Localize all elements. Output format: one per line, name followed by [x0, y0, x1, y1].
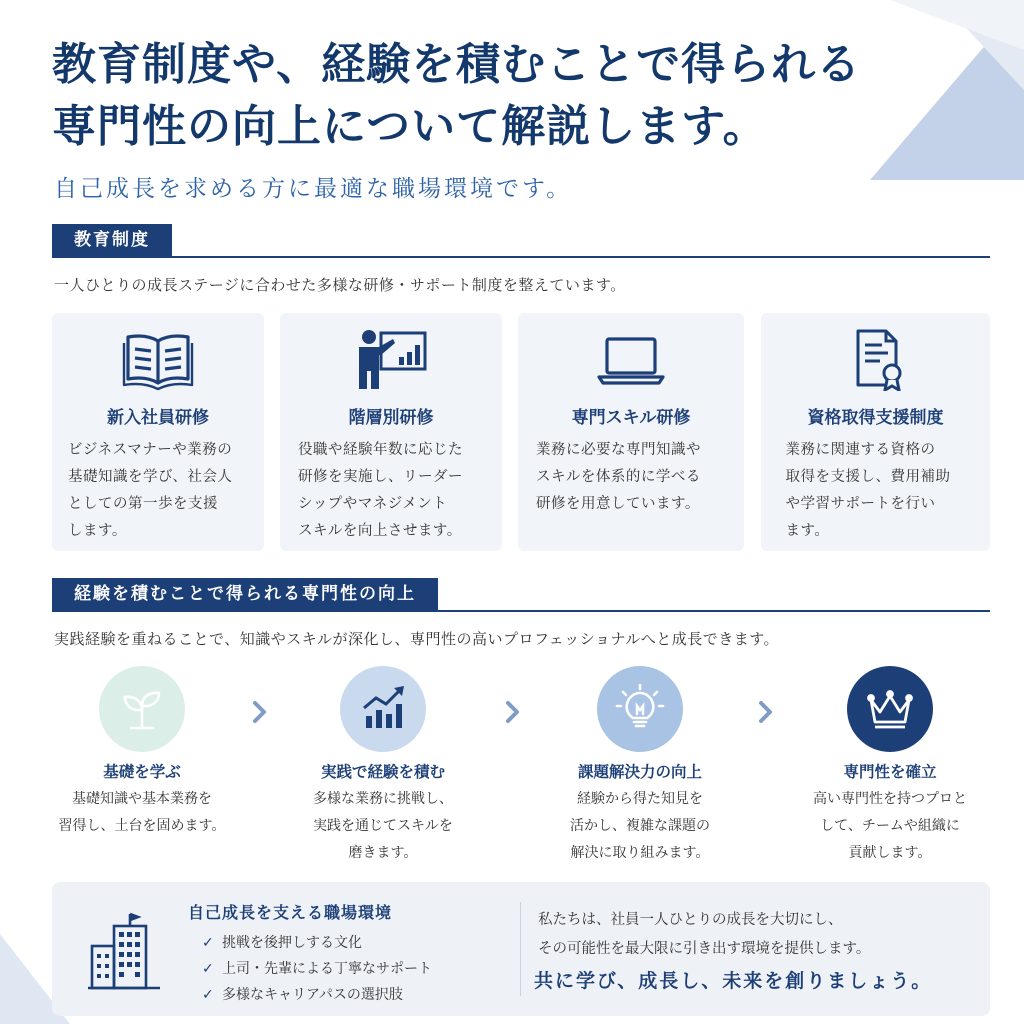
- card-title: 資格取得支援制度: [807, 408, 944, 428]
- lightbulb-icon: [615, 684, 665, 734]
- certificate-icon: [840, 327, 912, 391]
- expertise-section-heading: 経験を積むことで得られる専門性の向上: [52, 578, 438, 610]
- card-text-line: 業務に必要な専門知識や: [536, 442, 701, 458]
- card-tiered-training: [280, 313, 502, 551]
- step-text-line: 実践を通じてスキルを: [313, 818, 453, 834]
- work-environment-list: [202, 930, 432, 1008]
- list-item: [202, 982, 432, 1008]
- step-title: 専門性を確立: [843, 763, 937, 781]
- step-text: [283, 786, 483, 867]
- chevron-right-icon: [756, 697, 776, 727]
- card-text-line: 研修を実施し、リーダー: [298, 469, 463, 485]
- step-text-line: 解決に取り組みます。: [570, 845, 710, 861]
- page-title-line-1: 教育制度や、経験を積むことで得られる: [52, 39, 862, 90]
- checkmark-icon: ✓: [202, 935, 214, 951]
- education-section-heading: 教育制度: [52, 224, 172, 256]
- card-text-line: します。: [68, 523, 127, 539]
- step-text-line: 活かし、複雑な課題の: [570, 818, 710, 834]
- list-item: [202, 956, 432, 982]
- card-text: [536, 437, 726, 518]
- sprout-icon: [117, 684, 167, 734]
- chevron-right-icon: [250, 697, 270, 727]
- card-certification-support: [761, 313, 990, 551]
- step-text: [790, 786, 990, 867]
- card-text: [786, 437, 966, 545]
- company-message: [538, 906, 870, 964]
- step-icon-circle: [847, 666, 933, 752]
- company-message-line: その可能性を最大限に引き出す環境を提供します。: [538, 941, 871, 957]
- step-icon-circle: [597, 666, 683, 752]
- step-text: [42, 786, 242, 840]
- presentation-icon: [355, 327, 427, 391]
- card-text-line: スキルを体系的に学べる: [536, 469, 701, 485]
- education-section-header: [52, 224, 990, 258]
- step-text-line: して、チームや組織に: [820, 818, 960, 834]
- card-text-line: 業務に関連する資格の: [785, 442, 936, 458]
- growth-chart-icon: [358, 684, 408, 734]
- step-icon-circle: [340, 666, 426, 752]
- list-item-label: 上司・先輩による丁寧なサポート: [222, 961, 432, 977]
- card-text: [298, 437, 484, 545]
- slogan: 共に学び、成長し、未来を創りましょう。: [534, 970, 933, 992]
- step-text-line: 磨きます。: [348, 845, 418, 861]
- step-text-line: 経験から得た知見を: [577, 791, 703, 807]
- card-title: 階層別研修: [348, 408, 434, 428]
- page-title-line-2: 専門性の向上について解説します。: [52, 101, 768, 152]
- card-title: 新入社員研修: [107, 408, 209, 428]
- card-text-line: としての第一歩を支援: [68, 496, 218, 512]
- expertise-section-description: 実践経験を重ねることで、知識やスキルが深化し、専門性の高いプロフェッショナルへと成長できます。: [54, 630, 780, 648]
- step-icon-circle: [99, 666, 185, 752]
- company-message-line: 私たちは、社員一人ひとりの成長を大切にし、: [538, 912, 843, 928]
- chevron-right-icon: [503, 697, 523, 727]
- expertise-section-header: [52, 578, 990, 612]
- step-text: [540, 786, 740, 867]
- step-title: 基礎を学ぶ: [103, 763, 181, 781]
- office-building-icon: [88, 912, 160, 992]
- card-text-line: 基礎知識を学び、社会人: [68, 469, 233, 485]
- card-text-line: や学習サポートを行い: [785, 496, 936, 512]
- step-title: 実践で経験を積む: [320, 763, 445, 781]
- step-text-line: 高い専門性を持つプロと: [813, 791, 967, 807]
- page-title: [52, 34, 932, 158]
- step-text-line: 多様な業務に挑戦し、: [313, 791, 453, 807]
- list-item-label: 多様なキャリアパスの選択肢: [222, 987, 403, 1003]
- step-text-line: 貢献します。: [848, 845, 932, 861]
- card-text-line: 役職や経験年数に応じた: [298, 442, 463, 458]
- list-item-label: 挑戦を後押しする文化: [222, 935, 362, 951]
- step-title: 課題解決力の向上: [577, 763, 702, 781]
- crown-icon: [865, 684, 915, 734]
- card-text-line: 研修を用意しています。: [536, 496, 700, 512]
- book-icon: [122, 327, 194, 391]
- work-environment-title: 自己成長を支える職場環境: [188, 903, 393, 922]
- list-item: [202, 930, 432, 956]
- card-new-employee-training: [52, 313, 264, 551]
- card-text-line: スキルを向上させます。: [298, 523, 462, 539]
- card-text-line: 取得を支援し、費用補助: [785, 469, 951, 485]
- card-text-line: シップやマネジメント: [298, 496, 448, 512]
- education-section-description: 一人ひとりの成長ステージに合わせた多様な研修・サポート制度を整えています。: [54, 276, 626, 294]
- panel-divider: [520, 902, 521, 996]
- step-text-line: 習得し、土台を固めます。: [58, 818, 226, 834]
- page-subtitle: 自己成長を求める方に最適な職場環境です。: [54, 176, 573, 202]
- laptop-icon: [595, 327, 667, 391]
- step-text-line: 基礎知識や基本業務を: [72, 791, 212, 807]
- card-text: [68, 437, 248, 545]
- card-text-line: ます。: [785, 523, 830, 539]
- checkmark-icon: ✓: [202, 987, 214, 1003]
- card-specialist-skill-training: [518, 313, 744, 551]
- card-title: 専門スキル研修: [571, 408, 691, 428]
- work-environment-panel: [52, 882, 990, 1016]
- checkmark-icon: ✓: [202, 961, 214, 977]
- card-text-line: ビジネスマナーや業務の: [68, 442, 233, 458]
